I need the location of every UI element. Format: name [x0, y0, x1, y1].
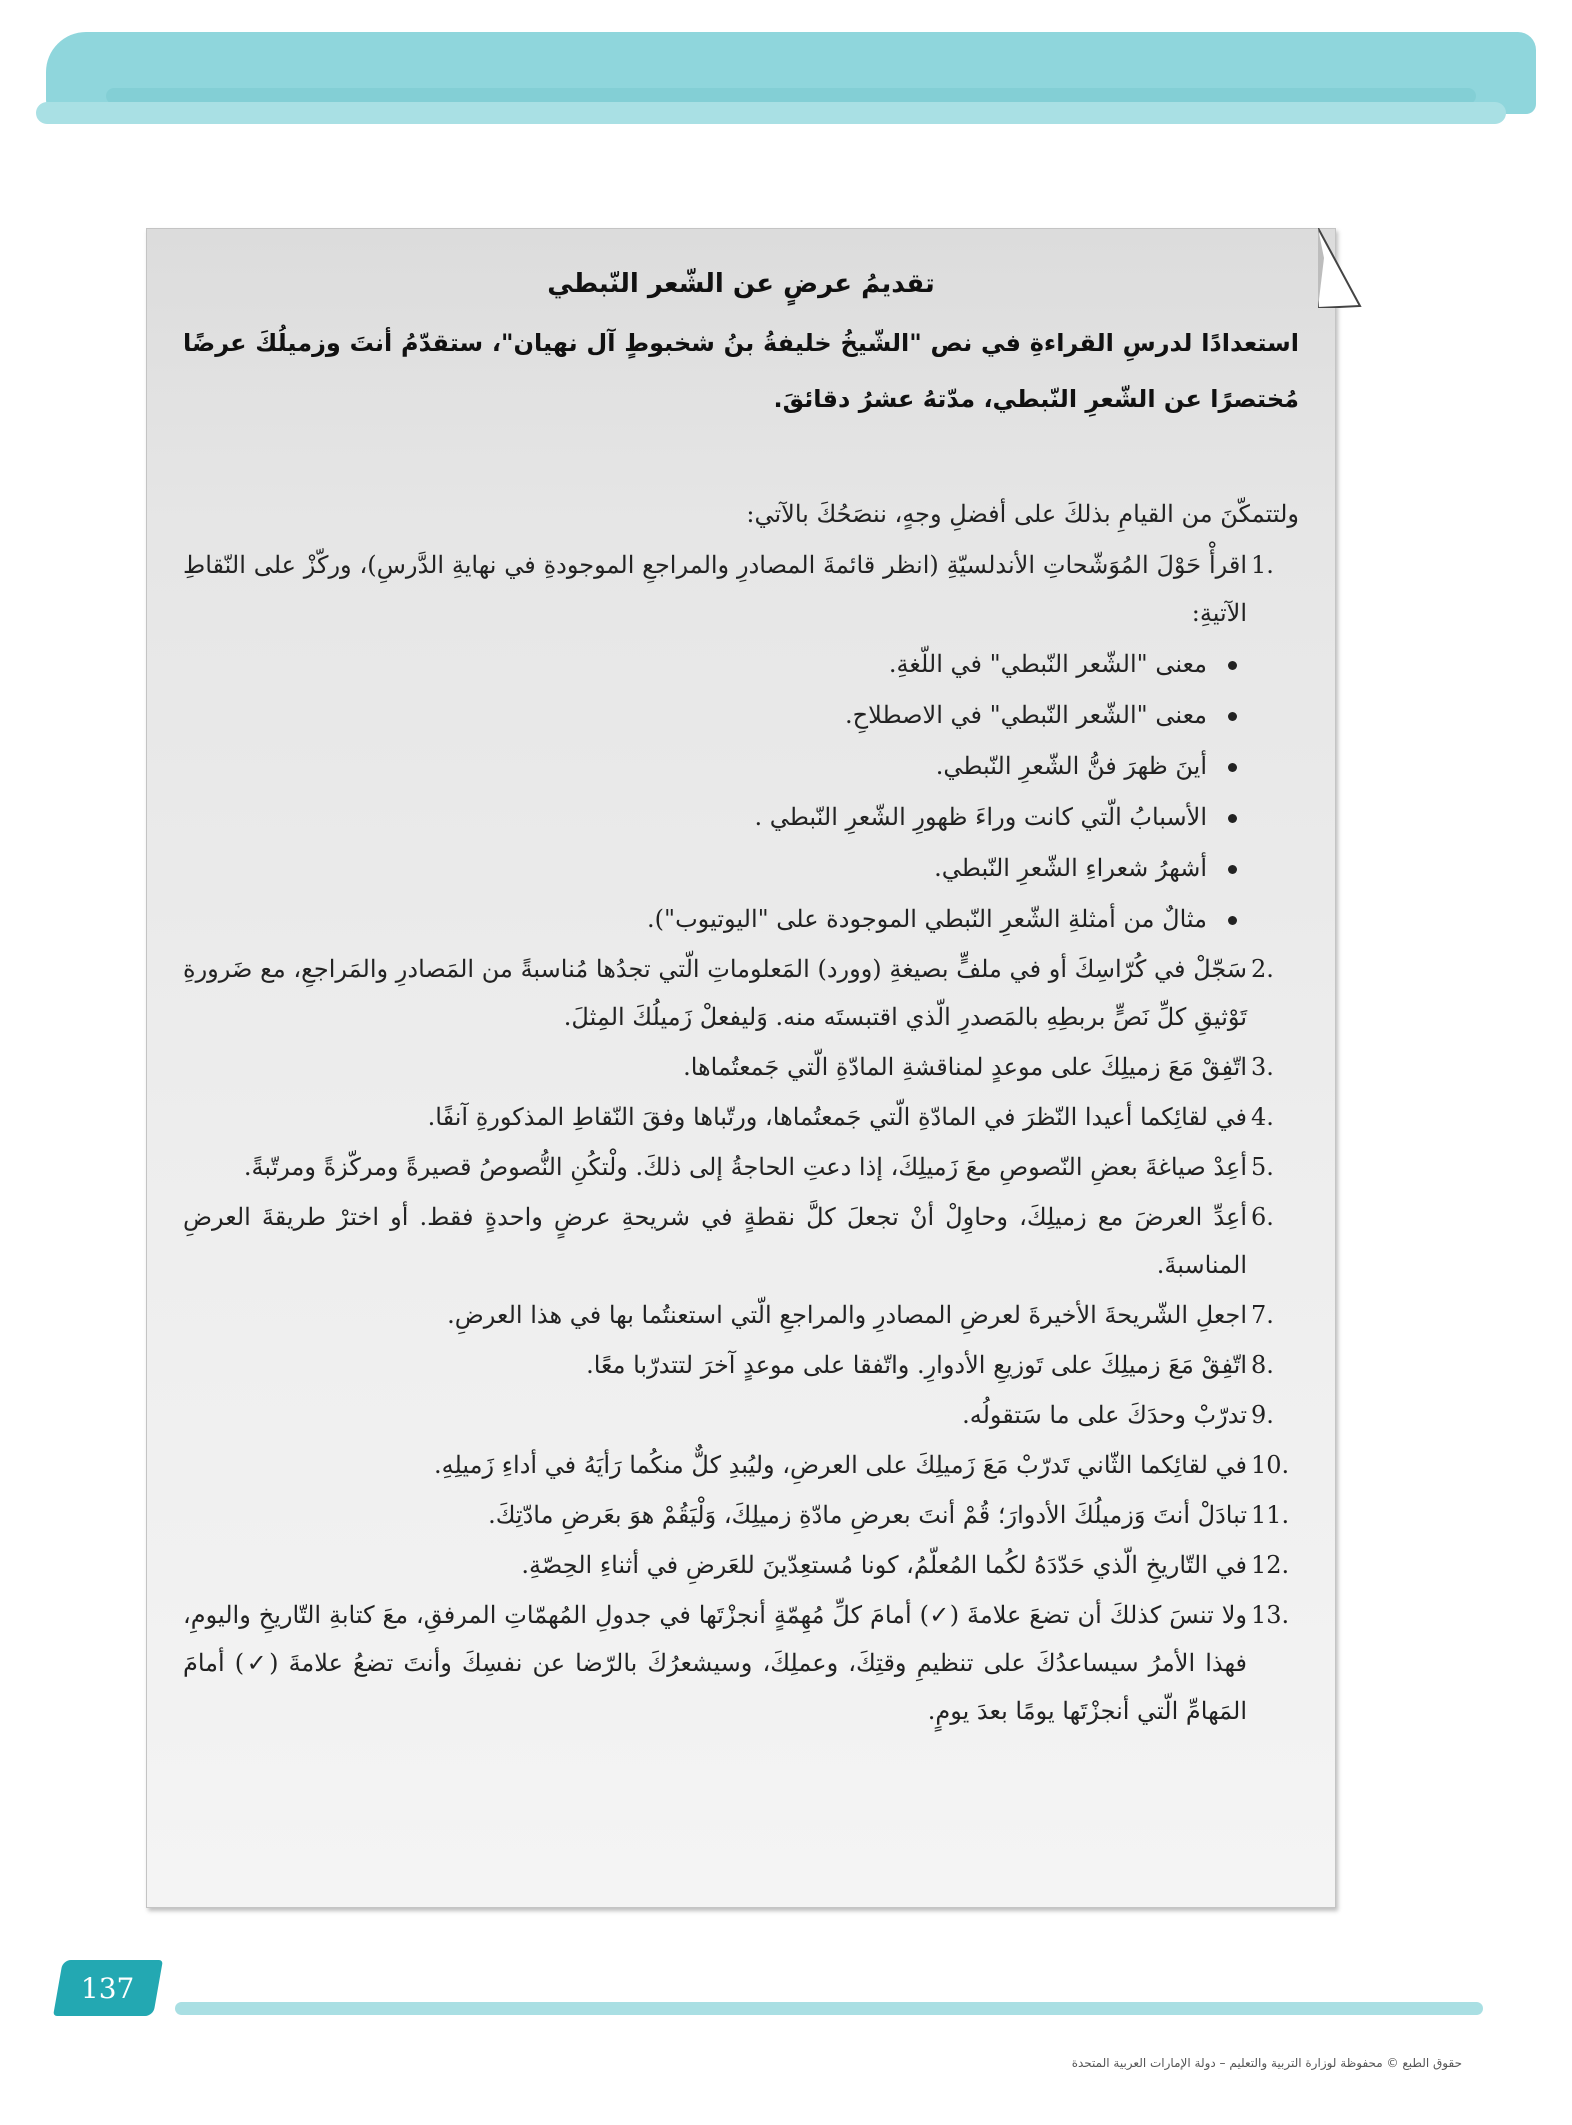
step-item [183, 1591, 1299, 1735]
bullet-list [183, 639, 1299, 945]
step-number: 11. [1251, 1501, 1290, 1529]
step-text: اجعلِ الشّريحةَ الأخيرةَ لعرضِ المصادرِ والمراجعِ الّتي استعنتُما بها في هذا العرضِ. [447, 1301, 1247, 1329]
step-text: تدرّبْ وحدَكَ على ما سَتقولُه. [962, 1401, 1247, 1429]
step-item [183, 1093, 1299, 1141]
page-number: 137 [81, 1971, 135, 2005]
copyright-footer: حقوق الطبع © محفوظة لوزارة التربية والتعليم – دولة الإمارات العربية المتحدة [1071, 2056, 1462, 2070]
step-item [183, 1143, 1299, 1191]
page-number-badge [53, 1960, 163, 2016]
step-text: أعِدْ صياغةَ بعضِ النّصوصِ معَ زَميلِكَ، إذا دعتِ الحاجةُ إلى ذلكَ. ولْتكُنِ النُّصوصُ قصيرةً ومركّزةً ومرتّبةً. [243, 1153, 1247, 1181]
step-text: ولا تنسَ كذلكَ أن تضعَ علامةَ (✓) أمامَ كلِّ مُهِمّةٍ أنجزْتَها في جدولِ المُهمّاتِ المرفقِ، معَ كتابةِ التّاريخِ واليومِ، فهذا الأمرُ سيساعدُكَ على تنظيمِ وقتِكَ، وعملِكَ، وسيشعرُكَ بالرّضا عن نفسِكَ وأنتَ تضعُ علامةَ (✓) أمامَ المَهامِّ الّتي أنجزْتَها يومًا بعدَ يومٍ. [183, 1601, 1247, 1725]
step-text: أعِدِّ العرضَ مع زميلِكَ، وحاوِلْ أنْ تجعلَ كلَّ نقطةٍ في شريحةِ عرضٍ واحدةٍ فقط. أو اخترْ طريقةَ العرضِ المناسبةَ. [183, 1203, 1247, 1279]
step-text: في لقائِكما الثّاني تَدرّبْ مَعَ زَميلِكَ على العرضِ، وليُبدِ كلٌّ منكُما رَأيَهُ في أداءِ زَميلِهِ. [433, 1451, 1247, 1479]
bullet-item: مثالٌ من أمثلةِ الشّعرِ النّبطي الموجودة على "اليوتيوب"). [183, 894, 1207, 945]
intro-paragraph: استعدادًا لدرسِ القراءةِ في نص "الشّيخُ خليفةُ بنُ شخبوطٍ آل نهيان"، ستقدّمُ أنتَ وزميلُكَ عرضًا مُختصرًا عن الشّعرِ النّبطي، مدّتهُ عشرُ دقائقَ. [183, 329, 1299, 413]
footer-decoration-band [175, 2002, 1483, 2015]
bullet-item: أشهرُ شعراءِ الشّعرِ النّبطي. [183, 843, 1207, 894]
step-item [183, 1541, 1299, 1589]
step-item [183, 1491, 1299, 1539]
step-number: 8. [1251, 1351, 1274, 1379]
step-number: 5. [1251, 1153, 1274, 1181]
step-text: اتّفِقْ مَعَ زميلِكَ على موعدٍ لمناقشةِ المادّةِ الّتي جَمعتُماها. [683, 1053, 1247, 1081]
step-number: 9. [1251, 1401, 1274, 1429]
activity-panel [146, 228, 1336, 1908]
step-text: سَجّلْ في كُرّاسِكَ أو في ملفٍّ بصيغةِ (وورد) المَعلوماتِ الّتي تجدُها مُناسبةً من المَصادرِ والمَراجعِ، مع ضَرورةِ تَوْثيقِ كلِّ نَصٍّ بربطِهِ بالمَصدرِ الّذي اقتبستَه منه. وَليفعلْ زَميلُكَ المِثلَ. [183, 955, 1247, 1031]
step-item [183, 1193, 1299, 1289]
step-item [183, 1291, 1299, 1339]
step-number: 4. [1251, 1103, 1274, 1131]
bullet-item: أينَ ظهرَ فنُّ الشّعرِ النّبطي. [183, 741, 1207, 792]
bullet-item: معنى "الشّعر النّبطي" في اللّغةِ. [183, 639, 1207, 690]
steps-list [183, 541, 1299, 1737]
step-number: 12. [1251, 1551, 1290, 1579]
step-item [183, 1441, 1299, 1489]
panel-content [183, 229, 1299, 1907]
bullet-item: معنى "الشّعر النّبطي" في الاصطلاحِ. [183, 690, 1207, 741]
panel-title: تقديمُ عرضٍ عن الشّعر النّبطي [547, 269, 935, 299]
step-text: اقرأْ حَوْلَ المُوَشّحاتِ الأندلسيّةِ (انظر قائمةَ المصادرِ والمراجعِ الموجودةِ في نهايةِ الدَّرسِ)، وركّزْ على النّقاطِ الآتيةِ: [183, 551, 1247, 627]
step-number: 2. [1251, 955, 1274, 983]
step-item [183, 1391, 1299, 1439]
header-decoration-band [36, 32, 1536, 132]
step-item [183, 1341, 1299, 1389]
step-text: في لقائِكما أعيدا النّظرَ في المادّةِ الّتي جَمعتُماها، ورتّباها وفقَ النّقاطِ المذكورةِ آنفًا. [427, 1103, 1247, 1131]
step-text: اتّفِقْ مَعَ زميلِكَ على تَوزيعِ الأدوارِ. واتّفقا على موعدٍ آخرَ لتتدرّبا معًا. [586, 1351, 1247, 1379]
step-number: 13. [1251, 1601, 1290, 1629]
step-number: 1. [1251, 551, 1274, 579]
lead-sentence: ولتتمكّنَ من القيامِ بذلكَ على أفضلِ وجهٍ، ننصَحُكَ بالآتي: [746, 500, 1299, 528]
step-number: 3. [1251, 1053, 1274, 1081]
step-item [183, 945, 1299, 1041]
step-item [183, 1043, 1299, 1091]
step-number: 6. [1251, 1203, 1274, 1231]
step-number: 7. [1251, 1301, 1274, 1329]
page-curl-icon [1318, 228, 1362, 308]
step-number: 10. [1251, 1451, 1290, 1479]
step-text: في التّاريخِ الّذي حَدّدَهُ لكُما المُعلّمُ، كونا مُستعِدّينَ للعَرضِ في أثناءِ الحِصّةِ. [521, 1551, 1247, 1579]
header-band-lower [36, 102, 1506, 124]
step-text: تبادَلْ أنتَ وَزميلُكَ الأدوارَ؛ قُمْ أنتَ بعرضِ مادّةِ زميلِكَ، وَلْيَقُمْ هوَ بعَرضِ مادّتِكَ. [488, 1501, 1247, 1529]
bullet-item: الأسبابُ الّتي كانت وراءَ ظهورِ الشّعرِ النّبطي . [183, 792, 1207, 843]
step-item [183, 541, 1299, 637]
